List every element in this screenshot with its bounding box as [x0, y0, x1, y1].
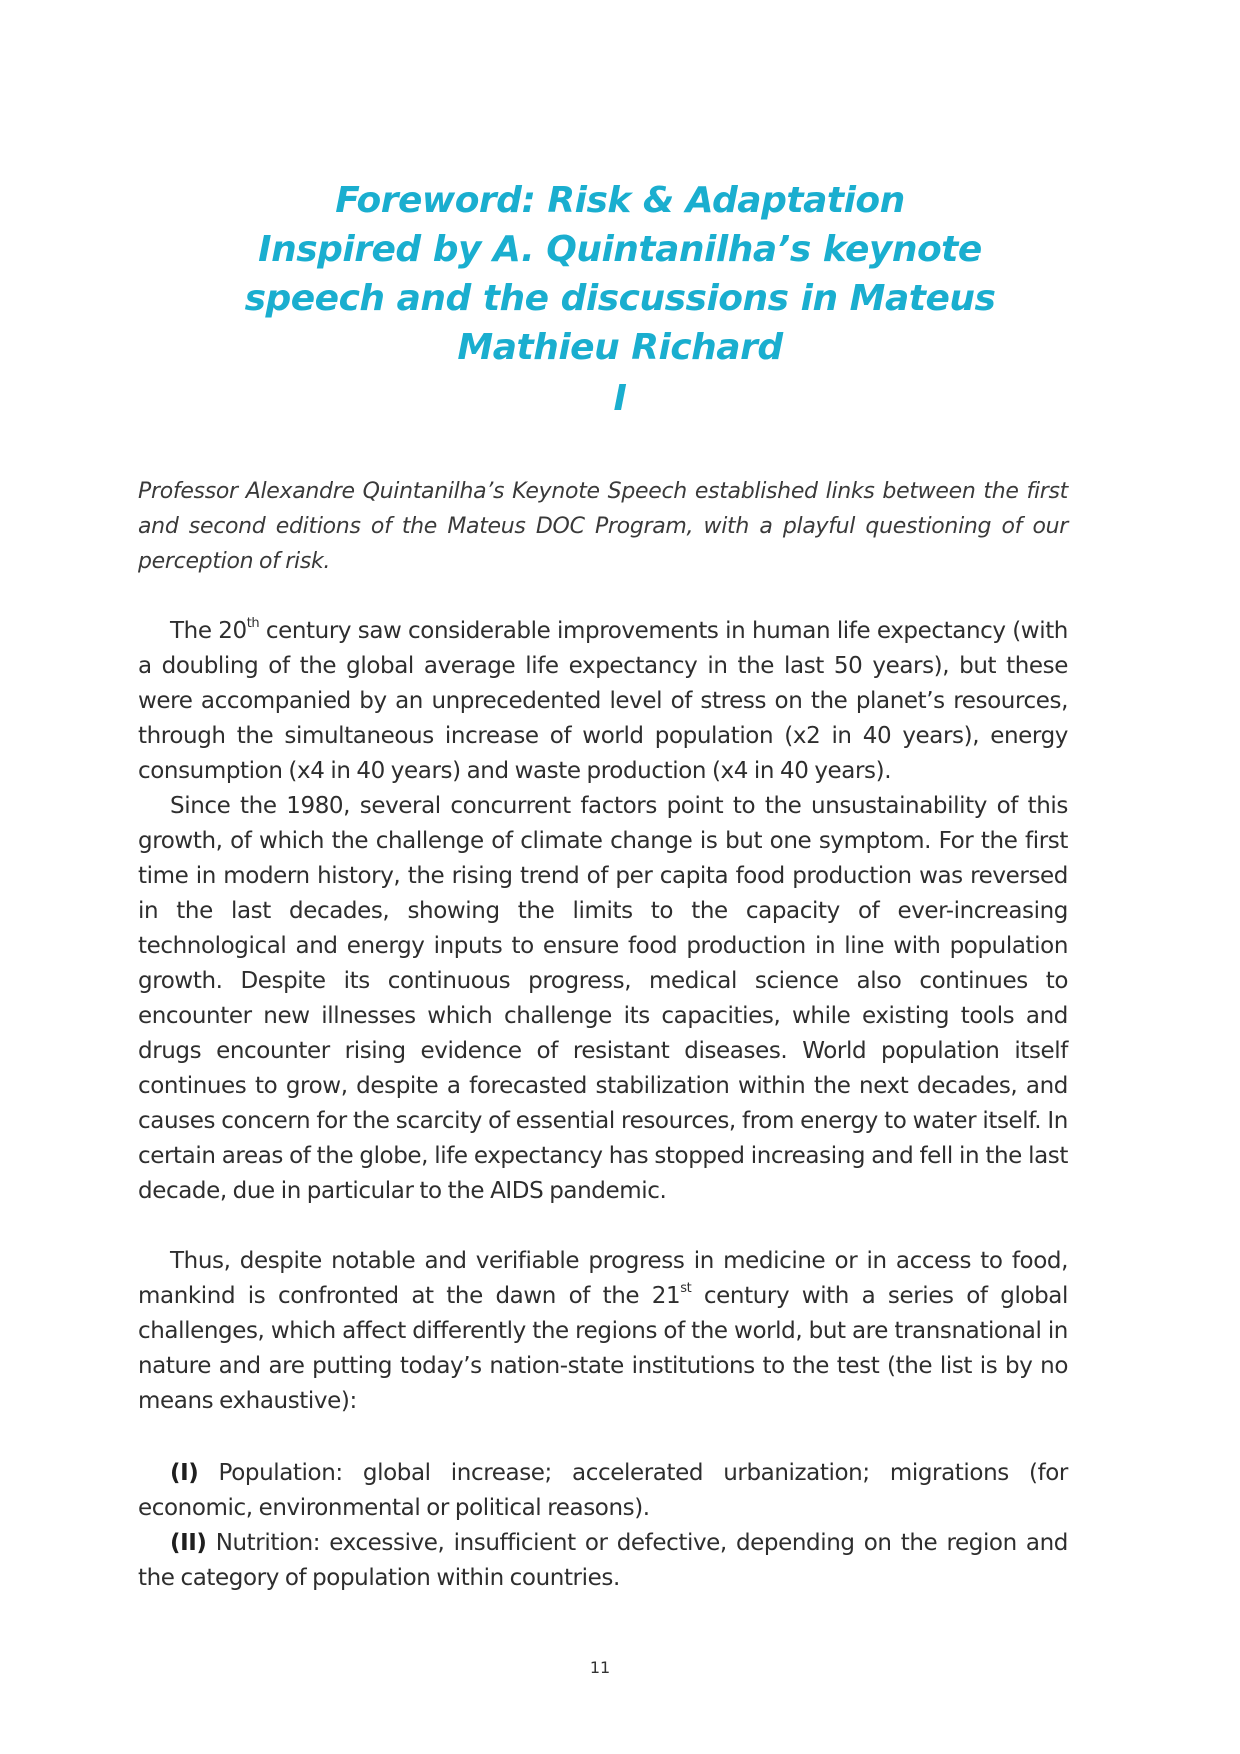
intro-text: Professor Alexandre Quintanilha’s Keynote Speech established links between the first and second editions of the Mateus DOC Program, with a playful questioning of our perception of risk. [138, 479, 1068, 574]
title-line-4: Mathieu Richard [457, 327, 783, 368]
title-line-2: Inspired by A. Quintanilha’s keynote [258, 229, 982, 270]
paragraph-3-after: century with a series of global challenges, which affect differently the regions of the world, but are transnational in nature and are putting today’s nation-state institutions to the test (the list is by no means exhaustive): [138, 1283, 1068, 1414]
paragraph-1-superscript: th [246, 616, 260, 632]
challenge-list [138, 1456, 1068, 1596]
list-item-text: Population: global increase; accelerated urbanization; migrations (for economic, environmental or political reasons). [138, 1460, 1068, 1521]
chapter-title [230, 176, 1010, 423]
body-paragraph-3 [138, 1244, 1068, 1419]
list-item [138, 1526, 1068, 1596]
list-item-text: Nutrition: excessive, insufficient or defective, depending on the region and the category of population within countries. [138, 1530, 1068, 1591]
list-item [138, 1456, 1068, 1526]
body-section-2 [138, 1244, 1068, 1419]
paragraph-3-superscript: st [680, 1281, 692, 1297]
body-section-1 [138, 614, 1068, 1209]
title-line-1: Foreword: Risk & Adaptation [335, 180, 905, 221]
paragraph-3-before: Thus, despite notable and verifiable progress in medicine or in access to food, mankind is confronted at the dawn of the 21 [138, 1248, 1068, 1309]
page-number: 11 [589, 1658, 611, 1677]
paragraph-1-before: The 20 [170, 618, 247, 644]
list-item-label: (I) [170, 1460, 199, 1486]
body-paragraph-2: Since the 1980, several concurrent factors point to the unsustainability of this growth, of which the challenge of climate change is but one symptom. For the first time in modern history, the rising trend of per capita food production was reversed in the last decades, showing the limits to the capacity of ever-increasing technological and energy inputs to ensure food production in line with population growth. Despite its continuous progress, medical science also continues to encounter new illnesses which challenge its capacities, while existing tools and drugs encounter rising evidence of resistant diseases. World population itself continues to grow, despite a forecasted stabilization within the next decades, and causes concern for the scarcity of essential resources, from energy to water itself. In certain areas of the globe, life expectancy has stopped increasing and fell in the last decade, due in particular to the AIDS pandemic. [138, 793, 1068, 1204]
paragraph-1-after: century saw considerable improvements in human life expectancy (with a doubling of the global average life expectancy in the last 50 years), but these were accompanied by an unprecedented level of stress on the planet’s resources, through the simultaneous increase of world population (x2 in 40 years), energy consumption (x4 in 40 years) and waste production (x4 in 40 years). [138, 618, 1068, 784]
body-paragraph-1 [138, 614, 1068, 789]
intro-paragraph [138, 474, 1068, 579]
title-line-3: speech and the discussions in Mateus [244, 278, 996, 319]
chapter-numeral: I [613, 378, 627, 419]
list-item-label: (II) [170, 1530, 207, 1556]
